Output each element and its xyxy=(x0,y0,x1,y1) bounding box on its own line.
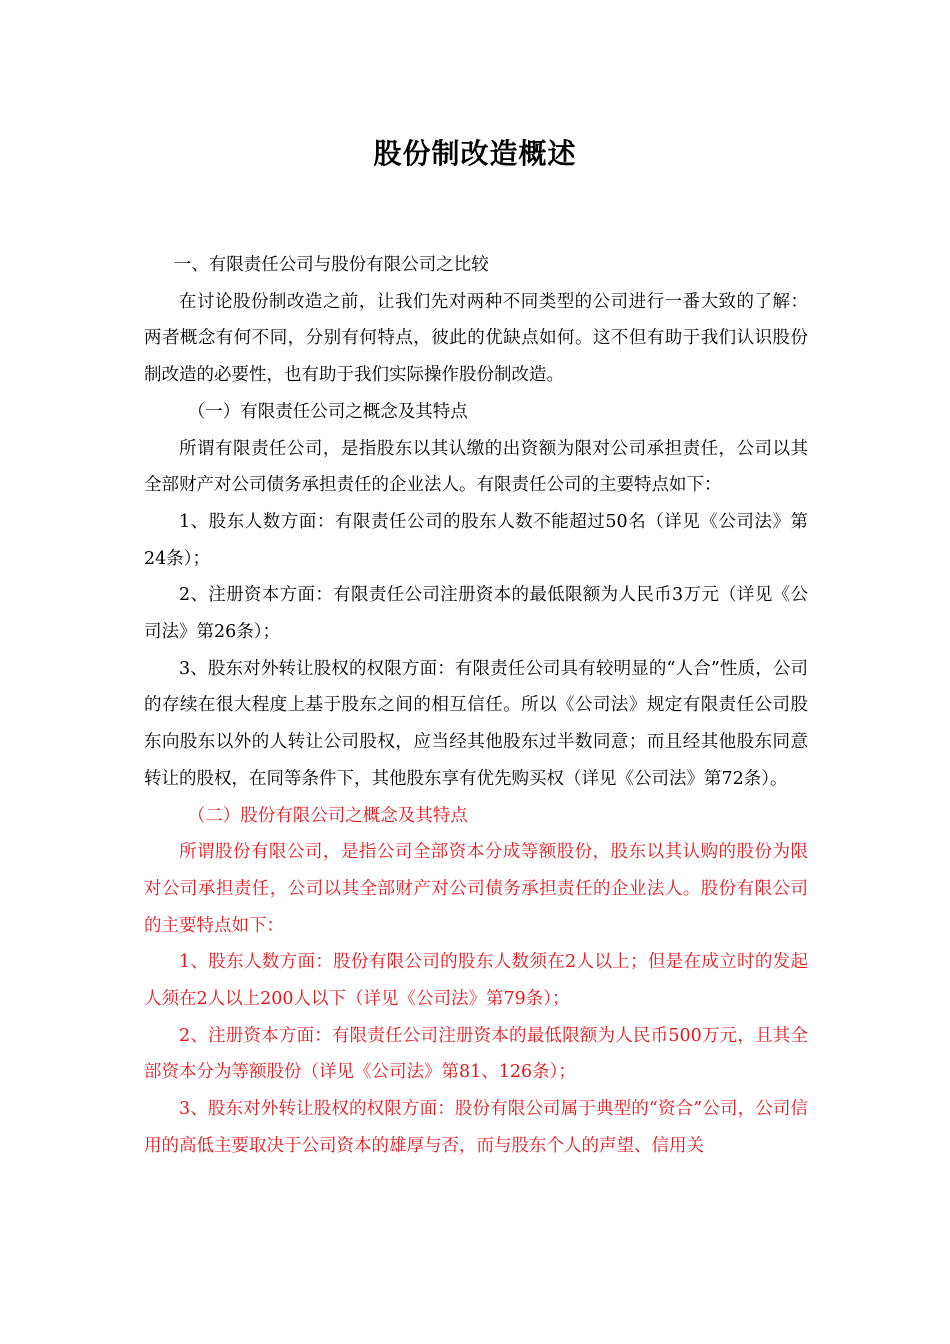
intro-paragraph: 在讨论股份制改造之前，让我们先对两种不同类型的公司进行一番大致的了解：两者概念有何不同，分别有何特点，彼此的优缺点如何。这不但有助于我们认识股份制改造的必要性，也有助于我们实际操作股份制改造。 xyxy=(144,291,808,386)
llc-point-1: 1、股东人数方面：有限责任公司的股东人数不能超过50名（详见《公司法》第24条）； xyxy=(144,511,808,569)
llc-heading: （一）有限责任公司之概念及其特点 xyxy=(187,401,468,422)
llc-point-2: 2、注册资本方面：有限责任公司注册资本的最低限额为人民币3万元（详见《公司法》第26条）； xyxy=(144,585,808,643)
jsc-point-2: 2、注册资本方面：有限责任公司注册资本的最低限额为人民币500万元，且其全部资本分为等额股份（详见《公司法》第81、126条）； xyxy=(144,1025,808,1083)
section-heading: 一、有限责任公司与股份有限公司之比较 xyxy=(173,255,489,275)
jsc-point-3: 3、股东对外转让股权的权限方面：股份有限公司属于典型的“资合”公司，公司信用的高低主要取决于公司资本的雄厚与否，而与股东个人的声望、信用关 xyxy=(144,1099,808,1156)
llc-point-3: 3、股东对外转让股权的权限方面：有限责任公司具有较明显的“人合”性质，公司的存续在很大程度上基于股东之间的相互信任。所以《公司法》规定有限责任公司股东向股东以外的人转让公司股权，应当经其他股东过半数同意；而且经其他股东同意转让的股权，在同等条件下，其他股东享有优先购买权（详见《公司法》第72条）。 xyxy=(144,658,808,789)
jsc-definition-paragraph: 所谓股份有限公司，是指公司全部资本分成等额股份，股东以其认购的股份为限对公司承担责任，公司以其全部财产对公司债务承担责任的企业法人。股份有限公司的主要特点如下： xyxy=(144,842,808,936)
document-body xyxy=(144,247,808,1165)
llc-definition-paragraph: 所谓有限责任公司，是指股东以其认缴的出资额为限对公司承担责任，公司以其全部财产对公司债务承担责任的企业法人。有限责任公司的主要特点如下： xyxy=(144,438,808,496)
page-title: 股份制改造概述 xyxy=(373,137,577,170)
jsc-heading: （二）股份有限公司之概念及其特点 xyxy=(187,805,468,826)
jsc-point-1: 1、股东人数方面：股份有限公司的股东人数须在2人以上；但是在成立时的发起人须在2人以上200人以下（详见《公司法》第79条）； xyxy=(144,952,808,1010)
